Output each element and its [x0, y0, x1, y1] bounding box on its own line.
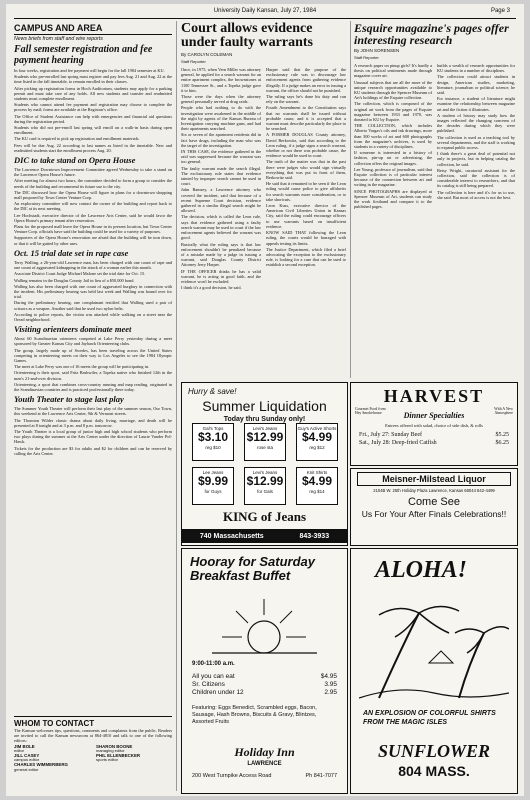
paragraph: THE COLLECTION, which includes Alberto Vargas's oils and ink drawings, more than 300 works of art and 600 photographs from the magazine's archives, is used by students in a variety of disciplines.: [354, 123, 432, 150]
sun-illustration-icon: [212, 595, 317, 657]
harvest-right-note: With A New Atmosphere: [494, 407, 513, 416]
paragraph: The KU card is required to pick up registration and enrollment materials.: [14, 136, 140, 142]
paragraph: During the preliminary hearing, one complainant testified that Walling used a pair of scissors as a weapon. Another said that he used two nylon belts.: [14, 300, 172, 311]
paragraph: Fourth Amendment to the Constitution says that no warrants shall be issued without probable cause, and it is accepted that a warrant must describe particularly the place to be searched.: [266, 105, 346, 132]
paragraph: Once, in 1975, when Vern Miller was attorney general, he applied for a search warrant for an entire apartment complex, the brownstones at 1100 Tennessee St., and a Topeka judge gave it to him.: [181, 67, 261, 93]
jeans-brand-logo: KING of Jeans: [222, 509, 307, 524]
paragraph: SINCE PHOTOGRAPHS are displayed at Spencer Museum of Art, students can study the work firsthand and compare it to the published pages.: [354, 188, 432, 210]
paragraph: Leon Kuss, executive director of the American Civil Liberties Union in Kansas City, said the ruling could encourage officers to use warrants based on insufficient evidence.: [266, 203, 346, 229]
ad-jeans-subtitle: Today thru Sunday only!: [223, 416, 306, 423]
sunflower-logo: SUNFLOWER: [377, 741, 491, 761]
aloha-title: ALOHA!: [375, 557, 468, 583]
staff-entry: PHIL ELLENBECKER sports editor: [96, 752, 141, 763]
staff-entry: JIM BOLE editor: [14, 743, 35, 754]
paragraph: The Thornton Wilder classic drama about daily living, marriage, and death will be presented at 8 tonight and at 3 p.m. and 8 p.m. tomorrow.: [14, 417, 172, 428]
paragraph: Walling remains in the Douglas County Jail in lieu of a $50,000 bond.: [14, 277, 135, 283]
paragraph: Plans for the proposed mall leave the Opera House in its present location, but Town Center Venture Corp. officials have said the building could be used for a variety of purposes.: [14, 224, 172, 235]
paragraph: Betsy Wright, curatorial assistant for the collection, said the collection is of considerable interest to researchers, and that its catalog is still being prepared.: [437, 167, 515, 189]
price-tag: Levi's Jeans $12.99 rose sta: [244, 423, 286, 461]
ad-jeans-title: Summer Liquidation: [202, 398, 327, 414]
paragraph: After meeting for almost two hours, the committee decided to form a group to consider the needs of the building and recommend its future use to the city.: [14, 178, 172, 189]
esquire-col-b: [437, 63, 515, 210]
paragraph: A research paper on pinup girls? It's hardly a thesis on political sentiments made through magazine cover art.: [354, 63, 432, 79]
paragraph: The Lawrence Downtown Improvement Committee agreed Wednesday to take a stand on the Lawrence Opera House's future.: [14, 167, 172, 178]
story-trial-headline: Oct. 15 trial date set in rape case: [14, 247, 129, 258]
paragraph: Terry Walling, a 26-year-old Lawrence man, has been charged with one count of rape and one count of aggravated kidnapping in the attack of a woman earlier this month.: [14, 259, 172, 271]
story-registration-headline: Fall semester registration and fee payment hearing: [14, 44, 153, 66]
liquor-ad: [350, 468, 518, 546]
harvest-subtitle: Dinner Specialties: [403, 411, 465, 420]
court-story: [181, 22, 346, 378]
ad-hurry: Hurry & save!: [188, 387, 237, 396]
paragraph: After picking up registration forms in Hoch Auditorium, students may apply for a parking permit and must take care of any holds. All new students and transfer and readmitted students must complete enrollment.: [14, 85, 172, 102]
court-col-b: [266, 67, 346, 291]
whom-to-contact-box: [14, 716, 172, 792]
paragraph: Fees will be due Aug. 22 according to last names as listed in the timetable. New and readmitted students start the enrollment process Aug. 20.: [14, 142, 172, 153]
harvest-special: Sat., July 28: Deep-fried Catfish $6.25: [359, 440, 509, 446]
paragraph: An exploratory committee will now contact the owner of the building and report back to the DIC at its next meeting.: [14, 201, 172, 212]
liquor-cta1: Come See: [408, 496, 460, 508]
paragraph: The collection, which is composed of the original art work from the pages of Esquire magazine between 1933 and 1970, was donated to KU by Esquire.: [354, 101, 432, 123]
paragraph: He said that it remained to be seen if the Leon ruling would cause police to give affidavits for search warrants more consideration, or to take shortcuts.: [266, 181, 346, 202]
harvest-ad: [350, 382, 518, 466]
jeans-address: 740 Massachusetts: [199, 532, 264, 540]
court-body: [181, 67, 346, 291]
price-row: Sr. Citizens 3.95: [192, 681, 337, 688]
paragraph: The Justice Department, which filed a brief advocating the exception to the exclusionary rule, is looking for a case that can be used to establish a second exception.: [266, 246, 346, 268]
paragraph: Students who pre-enrolled last spring must register and pay fees Aug. 21 and Aug. 22 at the time listed in the fall timetable, to remain enrolled in their classes.: [14, 74, 172, 85]
paragraph: Associate District Court Judge Michael Malone set the trial date for Oct. 15.: [14, 271, 146, 277]
paragraph: Lee Hochstadt, executive director of the Lawrence Arts Center, said he would favor the Opera House's primary tenant after renovation.: [14, 212, 172, 223]
paragraph: Those were the days when the attorney general personally served at drug raids.: [181, 94, 261, 105]
paragraph: Students who did not pre-enroll last spring will enroll on a walk-in basis during open enrollment.: [14, 125, 172, 136]
price-row: All you can eat $4.95: [192, 673, 337, 680]
esquire-byline: By JOHN SORENSEN: [354, 48, 400, 53]
paragraph: Harper said that the purpose of the exclusionary rule was to discourage law enforcement agents from gathering evidence illegally. If a judge makes an error in issuing a warrant, the officer should not be punished.: [266, 67, 346, 93]
liquor-cta2: Us For Your After Finals Celebrations!!: [361, 509, 507, 519]
paragraph: The collection is here and it's for us to use, she said. But most of access is not the best.: [437, 189, 515, 200]
paragraph: IN THIS CASE, the evidence gathered in the raid was suppressed because the warrant was too general.: [181, 149, 261, 165]
column-divider: [350, 21, 351, 378]
paragraph: Basically what the ruling says is that law enforcement shouldn't be penalized because of a mistake made by a judge in issuing a warrant, said Douglas County District Attorney Jerry Harper.: [181, 241, 261, 268]
jeans-footer: [182, 529, 347, 543]
newspaper-page: [6, 4, 524, 796]
paragraph: Six or seven of the apartment residents did in fact have drugs, including the man who was the target of the investigation.: [181, 132, 261, 148]
story-theater-headline: Youth Theater to stage last play: [14, 394, 124, 405]
paragraph: Lee Young, professor of journalism, said that Esquire collection is of particular interest because of the connection between art and writing in the magazine.: [354, 166, 432, 188]
staff-entry: SHARON BOONE managing editor: [96, 743, 133, 754]
paragraph: The Summer Youth Theater will perform their last play of the summer season, Our Town, this weekend at the Lawrence Arts Center, 9th & Vermont streets.: [14, 406, 172, 417]
paragraph: In four weeks, registration and fee payment will begin for the fall 1984 semester at KU.: [14, 68, 165, 73]
section-title: CAMPUS AND AREA: [14, 23, 103, 33]
holiday-inn-logo: Holiday Inn: [234, 745, 295, 759]
liquor-address: 2104B W. 25th Holiday Plaza Lawrence, Kansas 66044 842-4499: [373, 488, 495, 493]
page-header: [6, 4, 524, 18]
campus-area-column: [14, 21, 172, 791]
paragraph: The meet at Lake Perry was one of 16 meets the group will be participating in.: [14, 364, 150, 370]
harvest-special: Fri., July 27: Sunday Beef $5.25: [359, 432, 509, 438]
paragraph: The group, largely made up of Swedes, has been traveling across the United States competing in orienteering meets on their way to Los Angeles to see the 1984 Olympic Games.: [14, 347, 172, 363]
header-dateline: University Daily Kansan, July 27, 1984: [213, 8, 317, 14]
paragraph: Unusual subjects that are all the more of the unique research opportunities available to KU students through the Spencer Museum of Art's holdings of the Esquire collection.: [354, 79, 432, 101]
paragraph: About 60 Scandinavian orienteers competed at Lake Perry yesterday during a meet sponsored by Greater Kansas City and Jayhawk Orienteering clubs.: [14, 336, 172, 347]
staff-list: [14, 745, 172, 773]
section-kicker: News briefs from staff and wire reports: [14, 36, 103, 42]
paragraph: Tickets for the production are $3 for adults and $2 for children and can be reserved by calling the Arts Center.: [14, 445, 172, 456]
holiday-inn-footer: [192, 773, 337, 779]
holiday-inn-address: 200 West Turnpike Access Road: [192, 773, 272, 779]
palm-island-illustration-icon: [359, 593, 509, 703]
paragraph: Orienteering, a sport that combines cross-country running and map reading, originated in the Scandinavian countries and is practiced professionally there today.: [14, 381, 172, 392]
paragraph: Supporters of the Opera House's renovation are afraid that the building will be torn down, or that it will be gutted by other uses.: [14, 235, 172, 246]
staff-entry: JILL CASEY campus editor: [14, 752, 40, 763]
court-col-a: [181, 67, 261, 291]
paragraph: The DIC discussed how the Opera House will figure in plans for a downtown shopping mall proposed by Town Center Venture Corp.: [14, 189, 172, 201]
paragraph: The collection is used as a teaching tool by several departments, and the staff is working to expand public access.: [437, 134, 515, 151]
paragraph: The truth of the matter was that in the past there were judges who would sign virtually everything that was put in front of them, Berkowitz said.: [266, 159, 346, 181]
paragraph: According to police reports, the victim was attacked while walking on a street near the Oread neighborhood.: [14, 311, 172, 322]
sunflower-address: 804 MASS.: [398, 763, 470, 779]
paragraph: The Office of Student Assistance can help with emergencies and financial aid questions during the registration period.: [14, 113, 172, 124]
esquire-story: [354, 22, 516, 378]
paragraph: The collection could attract students in design, American studies, marketing, literature, journalism or political science, he said.: [437, 74, 515, 96]
paragraph: The Youth Theater is a local group of junior high and high school students who perform two plays during the summer at the Arts Center under the direction of Laurie Vander Pol-Hawk.: [14, 428, 172, 445]
paragraph: For instance, a student of literature might examine the relationship between magazine art and the fiction it illustrates.: [437, 96, 515, 112]
paragraph: KNOW SAID THAT following the Leon ruling, the courts would be barraged with appeals testing its limits.: [266, 230, 346, 246]
story-opera-headline: DIC to take stand on Opera House: [14, 155, 136, 166]
paragraph: If someone is interested in a history of fashion, pin-up art or advertising, the collection offers the original images.: [354, 150, 432, 166]
aloha-tagline: AN EXPLOSION OF COLORFUL SHIRTS FROM THE MAGIC ISLES: [363, 710, 496, 726]
contact-intro: The Kansan welcomes tips, questions, comments and complaints from the public. Readers are invited to call the Kansan newsroom at 864-4810 and talk to one of the following editors:: [14, 728, 172, 744]
breakfast-ad: [181, 548, 348, 794]
breakfast-time: 9:00-11:00 a.m.: [192, 661, 235, 667]
esquire-byline-role: Staff Reporter: [354, 55, 379, 60]
king-of-jeans-ad: [181, 382, 348, 546]
price-tag: Knit Shirts $4.99 reg $14: [296, 467, 338, 505]
page-number: Page 3: [490, 8, 510, 14]
price-row: Children under 12 2.95: [192, 689, 337, 696]
paragraph: The faulty warrant made the search illegal. The exclusionary rule states that evidence tainted by improper search cannot be used in court.: [181, 165, 261, 187]
paragraph: Orienteering is their sport, said Fritz Bruhwiler, a Topeka native who finished 12th in the men's 21-and-over division.: [14, 370, 172, 381]
esquire-headline: Esquire magazine's pages offer interesting research: [354, 22, 509, 47]
section-rule: [14, 34, 172, 35]
price-tag: Levi's Jeans $12.99 for Gals: [244, 467, 286, 505]
paragraph: A FORMER DOUGLAS County attorney, David Berkowitz, said that according to the Leon ruling, if a judge signs a search warrant, whether or not there was probable cause, the evidence would be used in court.: [266, 132, 346, 159]
liquor-logo: Meisner-Milstead Liquor: [357, 472, 511, 486]
contact-rule: [14, 716, 172, 717]
paragraph: People who had nothing to do with the investigation were awakened in the middle of the night by agents of the Kansas Bureau of Investigation carrying machine guns, and had their apartments searched.: [181, 105, 261, 132]
contact-title: WHOM TO CONTACT: [14, 719, 95, 728]
paragraph: I think it's a good decision, he said.: [181, 285, 242, 291]
holiday-inn-phone: Ph 841-7077: [305, 773, 337, 779]
paragraph: IF THE OFFICER thinks he has a valid warrant, he is acting in good faith, and the evidence won't be excluded.: [181, 268, 261, 284]
price-tag: Lee Jeans $9.99 for Guys: [192, 467, 234, 505]
price-tag: Gal's Tops $3.10 reg $10: [192, 423, 234, 461]
esquire-body: [354, 63, 516, 210]
breakfast-prices: [192, 673, 337, 697]
paragraph: builds a wealth of research opportunities for KU students in a number of disciplines.: [437, 63, 515, 74]
court-byline-role: Staff Reporter: [181, 59, 206, 64]
paragraph: Juhn Ramsey, a Lawrence attorney who covered the incident, said that because of a recent Supreme Court decision, evidence gathered in a similar illegal search might be allowed.: [181, 187, 261, 214]
price-tag: Guy's Active Shorts $4.99 reg $12: [296, 423, 338, 461]
paragraph: A student of history may study how the images reflected the changing concerns of the decades during which they were published.: [437, 112, 515, 134]
court-headline: Court allows evidence under faulty warrants: [181, 22, 313, 50]
breakfast-title: Hooray for Saturday Breakfast Buffet: [190, 554, 315, 583]
harvest-logo: HARVEST: [383, 386, 485, 406]
harvest-left-note: Gourmet Food from Hey Smokehouse: [355, 407, 386, 416]
court-byline: By CAROLYN COLEMAN: [181, 52, 233, 57]
breakfast-featuring: Featuring: Eggs Benedict, Scrambled eggs, Bacon, Sausage, Hash Browns, Biscuits & Gravy, Blintzes, Assorted Fruits: [192, 705, 317, 725]
paragraph: The ruling says he's done his duty and can rely on the warrant.: [266, 94, 346, 105]
jeans-phone: 843-3933: [299, 532, 330, 540]
sunflower-ad: [350, 548, 518, 794]
header-rule: [14, 18, 516, 19]
harvest-intro: Entrees offered with salad, choice of side dish, & rolls: [385, 423, 483, 428]
esquire-col-a: [354, 63, 432, 210]
paragraph: Walling has also been charged with one count of aggravated burglary in connection with the incident. His preliminary hearing was held last week and Walling was bound over for trial.: [14, 283, 172, 300]
holiday-inn-city: LAWRENCE: [247, 761, 282, 767]
story-orienteers-headline: Visiting orienteers dominate meet: [14, 324, 132, 335]
paragraph: Students who cannot attend fee payment and registration may choose to complete the process by mail; forms are available at the Registrar's office.: [14, 102, 172, 113]
column-divider: [176, 21, 177, 791]
paragraph: The decision, which is called the Leon rule, says that evidence gathered using a faulty search warrant may be used in court if the law enforcement agents believed the warrant was good.: [181, 214, 261, 241]
staff-entry: CHARLES WIMMERBERG general editor: [14, 761, 68, 772]
paragraph: I think there's a great deal of potential not only in projects, but in helping catalog the collection, he said.: [437, 151, 515, 167]
